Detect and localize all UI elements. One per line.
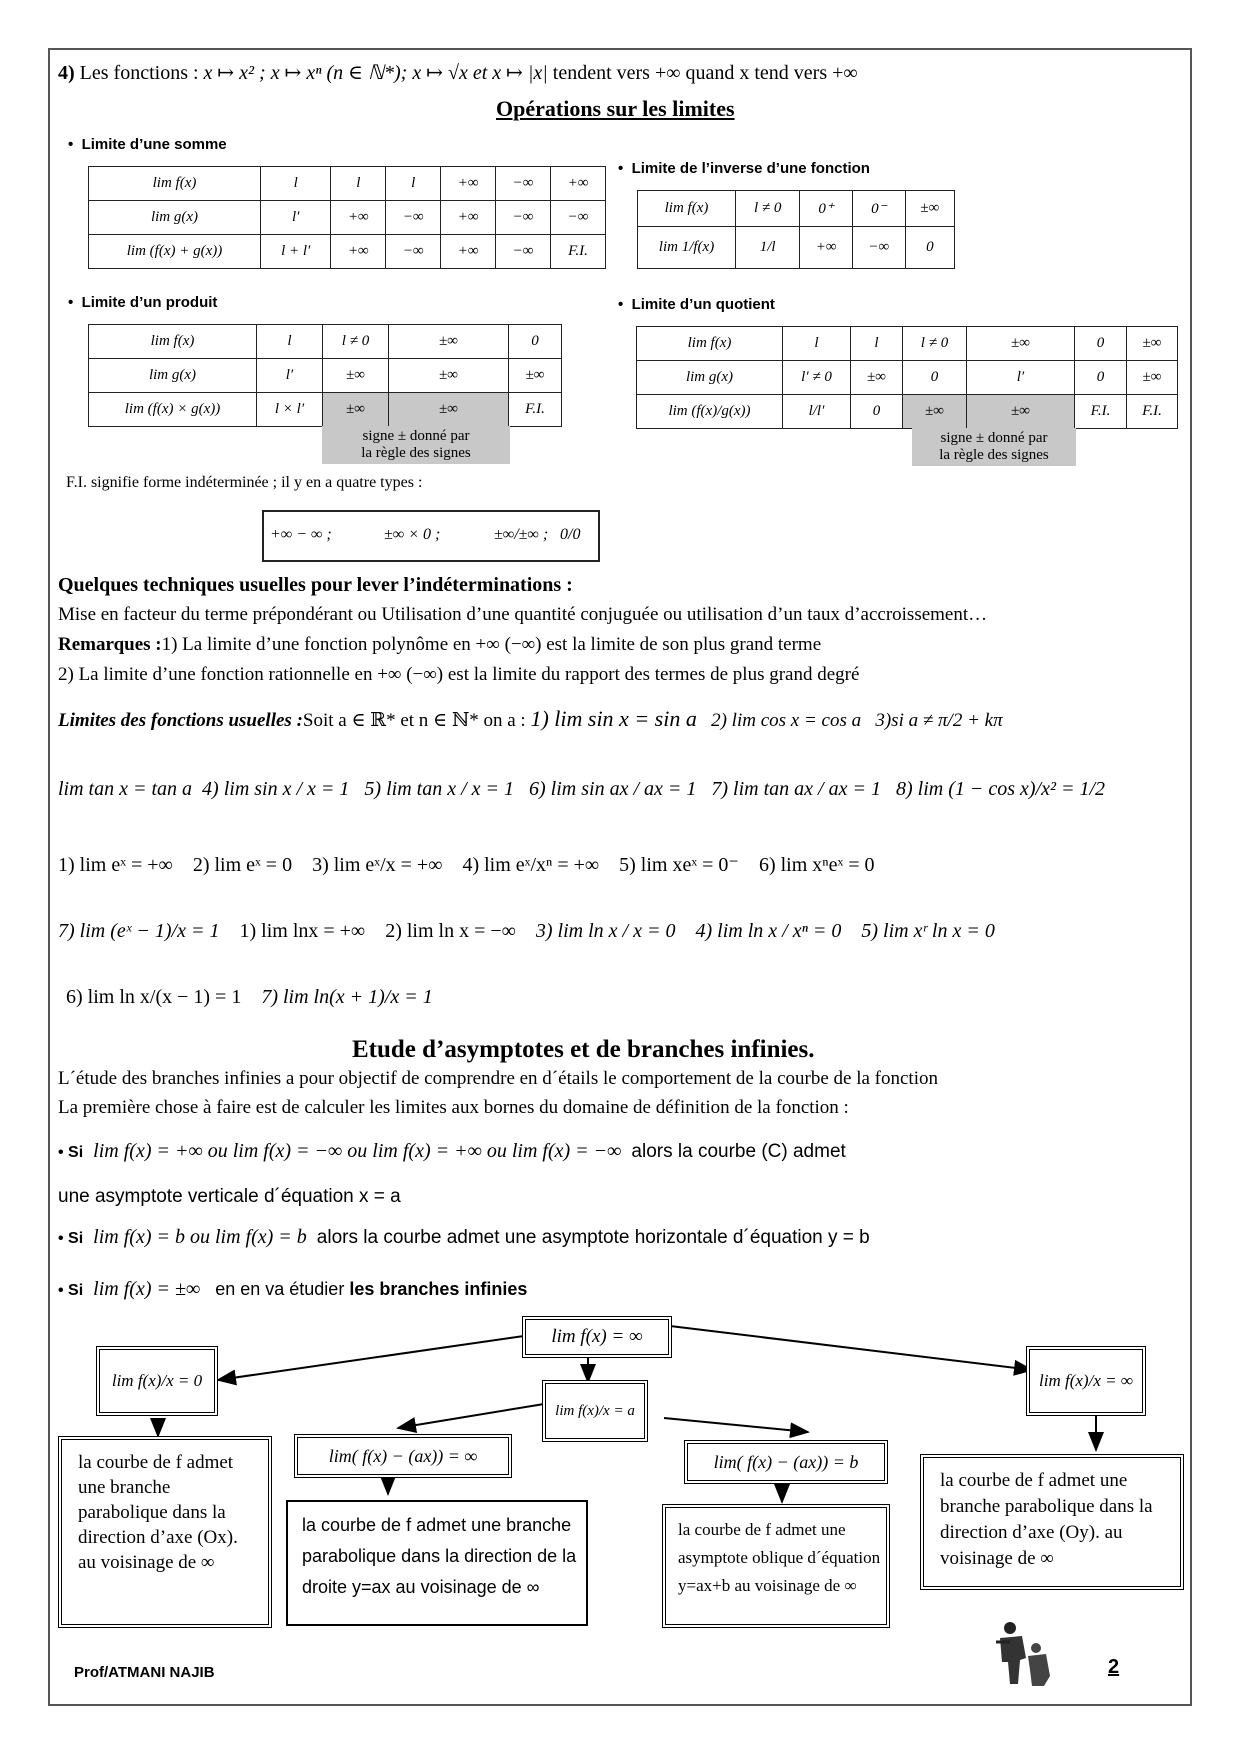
table-cell: lim f(x) [89, 167, 261, 201]
usuelles-limit: lim tan x = tan a [58, 778, 193, 800]
conclusion-box-4 [920, 1454, 1184, 1590]
table-cell: ±∞ [1127, 327, 1178, 361]
table-cell: l′ [967, 361, 1075, 395]
arrow-right [670, 1326, 1032, 1370]
table-cell: 0⁺ [800, 191, 853, 227]
table-cell: −∞ [386, 235, 441, 269]
asym-bullet-1: • Si lim f(x) = +∞ ou lim f(x) = −∞ ou lim f(x) = +∞ ou lim f(x) = −∞ alors la courbe (C) admet [58, 1140, 846, 1162]
table-cell: l [783, 327, 851, 361]
conclusion-text: la courbe de f admet une asymptote oblique d´équation y=ax+b au voisinage de ∞ [678, 1520, 881, 1595]
table-cell: ±∞ [905, 191, 954, 227]
conclusion-box-2 [286, 1500, 588, 1626]
table-cell: ±∞ [389, 325, 509, 359]
footer-author: Prof/ATMANI NAJIB [74, 1664, 215, 1681]
asym-conclusion-bold: les branches infinies [349, 1279, 528, 1299]
table-cell: ±∞ [967, 395, 1075, 429]
table-cell: 0 [903, 361, 967, 395]
page-number: 2 [1108, 1656, 1120, 1678]
usuelles-label: Limites des fonctions usuelles : [58, 710, 303, 731]
fi-type: 0/0 [560, 526, 581, 543]
usuelles-limit: 6) lim ln x/(x − 1) = 1 [66, 986, 242, 1008]
conclusion-box-3 [662, 1504, 890, 1628]
produit-heading-text: Limite d’un produit [81, 294, 218, 311]
arrow-midright [664, 1418, 808, 1432]
table-cell: F.I. [1075, 395, 1127, 429]
inverse-heading-text: Limite de l’inverse d’une fonction [631, 160, 870, 177]
remarks-label: Remarques : [58, 634, 162, 655]
intro-functions: x ↦ x² ; x ↦ xⁿ (n ∈ ℕ*); x ↦ √x et x ↦ |x| [203, 62, 548, 84]
note-line: la règle des signes [939, 447, 1049, 463]
table-cell: lim g(x) [89, 359, 257, 393]
conclusion-box-1 [58, 1436, 272, 1628]
usuelles-limit: 8) lim (1 − cos x)/x² = 1/2 [895, 778, 1106, 800]
note-line: signe ± donné par [362, 428, 470, 444]
table-cell: −∞ [386, 201, 441, 235]
table-cell: F.I. [509, 393, 562, 427]
table-cell: ±∞ [389, 393, 509, 427]
asym-condition: lim f(x) = ±∞ [93, 1278, 201, 1300]
table-cell: lim f(x) [638, 191, 736, 227]
usuelles-limit: 2) lim eˣ = 0 [192, 854, 293, 876]
note-line: la règle des signes [361, 445, 471, 461]
table-cell: 1/l [736, 227, 800, 269]
si-label: Si [68, 1282, 84, 1299]
table-cell: lim g(x) [89, 201, 261, 235]
fi-type: +∞ − ∞ ; [270, 526, 332, 543]
arrow-left [218, 1336, 524, 1380]
conclusion-text: la courbe de f admet une branche parabolique dans la direction d’axe (Ox). au voisinage de ∞ [78, 1452, 238, 1573]
table-cell: lim g(x) [637, 361, 783, 395]
asym-conclusion: alors la courbe (C) admet [631, 1141, 846, 1162]
produit-heading: • Limite d’un produit [68, 294, 218, 311]
table-cell: +∞ [331, 201, 386, 235]
usuelles-limit: 4) lim sin x / x = 1 [202, 778, 350, 800]
table-cell: lim f(x) [637, 327, 783, 361]
table-cell: lim 1/f(x) [638, 227, 736, 269]
asym-paragraph-1: L´étude des branches infinies a pour objectif de comprendre en d´étails le comportement de la courbe de la fonction [58, 1068, 938, 1089]
table-cell: lim f(x) [89, 325, 257, 359]
asym-conclusion: en en va étudier [215, 1279, 350, 1299]
table-cell: −∞ [852, 227, 905, 269]
table-cell: ±∞ [967, 327, 1075, 361]
table-cell: F.I. [551, 235, 606, 269]
usuelles-limit: 1) lim sin x = sin a [530, 706, 697, 731]
usuelles-limit: 4) lim eˣ/xⁿ = +∞ [462, 854, 600, 876]
usuelles-limit: 6) lim sin ax / ax = 1 [529, 778, 697, 800]
somme-heading: • Limite d’une somme [68, 136, 227, 153]
table-cell: ±∞ [851, 361, 903, 395]
asym-condition: lim f(x) = b ou lim f(x) = b [93, 1226, 307, 1248]
table-cell: lim (f(x) × g(x)) [89, 393, 257, 427]
fi-type: ±∞ × 0 ; [384, 526, 441, 543]
table-cell: ±∞ [389, 359, 509, 393]
intro-tail: tendent vers +∞ quand x tend vers +∞ [552, 62, 858, 84]
table-cell: l + l′ [261, 235, 331, 269]
table-cell: lim (f(x) + g(x)) [89, 235, 261, 269]
operations-title: Opérations sur les limites [496, 96, 735, 121]
usuelles-limit: 3) lim ln x / x = 0 [535, 920, 676, 942]
diagram-left: lim f(x)/x = 0 [96, 1346, 218, 1416]
conclusion-text: la courbe de f admet une branche parabolique dans la direction d’axe (Oy). au voisinage de ∞ [940, 1470, 1153, 1569]
usuelles-limit: 7) lim tan ax / ax = 1 [711, 778, 881, 800]
table-cell: l [261, 167, 331, 201]
table-cell: l [257, 325, 323, 359]
si-label: Si [68, 1230, 84, 1247]
usuelles-limit: 5) lim xʳ ln x = 0 [861, 920, 995, 942]
usuelles-limit: 1) lim eˣ = +∞ [58, 854, 173, 876]
usuelles-limit: 2) lim cos x = cos a [711, 710, 862, 731]
diagram-top: lim f(x) = ∞ [522, 1316, 672, 1358]
diagram-midright: lim( f(x) − (ax)) = b [684, 1440, 888, 1484]
table-cell: l′ [257, 359, 323, 393]
table-cell: l′ ≠ 0 [783, 361, 851, 395]
table-cell: +∞ [331, 235, 386, 269]
asym-bullet-2: • Si lim f(x) = b ou lim f(x) = b alors la courbe admet une asymptote horizontale d´équation y = b [58, 1226, 870, 1248]
somme-heading-text: Limite d’une somme [81, 136, 227, 153]
table-cell: lim (f(x)/g(x)) [637, 395, 783, 429]
quotient-heading: • Limite d’un quotient [618, 296, 775, 313]
table-cell: −∞ [496, 201, 551, 235]
table-cell: ±∞ [323, 393, 389, 427]
asym-conclusion: alors la courbe admet une asymptote horizontale d´équation y = b [316, 1227, 870, 1248]
usuelles-intro: Soit a ∈ ℝ* et n ∈ ℕ* on a : [302, 710, 526, 731]
table-cell: l [851, 327, 903, 361]
inverse-heading: • Limite de l’inverse d’une fonction [618, 160, 870, 177]
asym-condition: lim f(x) = +∞ ou lim f(x) = −∞ ou lim f(x) = +∞ ou lim f(x) = −∞ [93, 1140, 622, 1162]
table-cell: +∞ [800, 227, 853, 269]
usuelles-limit: 5) lim tan x / x = 1 [364, 778, 515, 800]
table-cell: 0 [851, 395, 903, 429]
table-cell: 0 [905, 227, 954, 269]
table-cell: l × l′ [257, 393, 323, 427]
techniques-title: Quelques techniques usuelles pour lever l’indéterminations : [58, 574, 573, 596]
conclusion-text: la courbe de f admet une branche parabolique dans la direction de la droite y=ax au voisinage de ∞ [302, 1515, 577, 1597]
table-cell: l′ [261, 201, 331, 235]
diagram-midleft: lim( f(x) − (ax)) = ∞ [294, 1434, 512, 1478]
table-cell: 0 [1075, 327, 1127, 361]
fi-type: ±∞/±∞ ; [494, 526, 549, 543]
table-cell: F.I. [1127, 395, 1178, 429]
table-cell: l [386, 167, 441, 201]
usuelles-limit: 1) lim lnx = +∞ [239, 920, 366, 942]
intro-text: Les fonctions : [79, 62, 199, 84]
table-cell: l ≠ 0 [903, 327, 967, 361]
table-cell: l [331, 167, 386, 201]
asym-bullet-3: • Si lim f(x) = ±∞ en en va étudier les branches infinies [58, 1278, 528, 1300]
asym-paragraph-2: La première chose à faire est de calculer les limites aux bornes du domaine de définition de la fonction : [58, 1097, 849, 1118]
table-cell: l ≠ 0 [736, 191, 800, 227]
table-cell: 0 [1075, 361, 1127, 395]
intro-number: 4) [58, 62, 75, 84]
table-cell: −∞ [496, 235, 551, 269]
usuelles-limit: 3)si a ≠ π/2 + kπ [875, 710, 1003, 731]
table-cell: +∞ [551, 167, 606, 201]
table-cell: +∞ [441, 167, 496, 201]
table-cell: ±∞ [1127, 361, 1178, 395]
table-cell: ±∞ [903, 395, 967, 429]
teacher-student-icon [992, 1618, 1056, 1690]
usuelles-limit: 7) lim (eˣ − 1)/x = 1 [58, 920, 220, 942]
asym-bullet-1-line-2: une asymptote verticale d´équation x = a [58, 1186, 401, 1207]
table-cell: l/l′ [783, 395, 851, 429]
si-label: Si [68, 1144, 84, 1161]
fi-text: F.I. signifie forme indéterminée ; il y en a quatre types : [66, 474, 423, 491]
table-cell: +∞ [441, 201, 496, 235]
usuelles-limit: 6) lim xⁿeˣ = 0 [758, 854, 875, 876]
usuelles-limit: 5) lim xeˣ = 0⁻ [619, 854, 739, 876]
usuelles-limit: 4) lim ln x / xⁿ = 0 [695, 920, 842, 942]
table-cell: ±∞ [509, 359, 562, 393]
usuelles-limit: 7) lim ln(x + 1)/x = 1 [261, 986, 433, 1008]
table-cell: +∞ [441, 235, 496, 269]
remark-2: 2) La limite d’une fonction rationnelle en +∞ (−∞) est la limite du rapport des termes de plus grand degré [58, 664, 860, 685]
note-line: signe ± donné par [940, 430, 1048, 446]
table-cell: 0⁻ [852, 191, 905, 227]
diagram-mid: lim f(x)/x = a [542, 1380, 648, 1442]
quotient-heading-text: Limite d’un quotient [631, 296, 775, 313]
usuelles-limit: 2) lim ln x = −∞ [385, 920, 516, 942]
table-cell: l ≠ 0 [323, 325, 389, 359]
arrow-midleft [398, 1404, 544, 1428]
table-cell: −∞ [551, 201, 606, 235]
techniques-line: Mise en facteur du terme prépondérant ou Utilisation d’une quantité conjuguée ou utilisation d’un taux d’accroissement… [58, 604, 988, 625]
table-cell: −∞ [496, 167, 551, 201]
table-cell: ±∞ [323, 359, 389, 393]
remark-1-text: 1) La limite d’une fonction polynôme en +∞ (−∞) est la limite de son plus grand terme [161, 634, 822, 655]
diagram-right: lim f(x)/x = ∞ [1026, 1346, 1146, 1416]
table-cell: 0 [509, 325, 562, 359]
usuelles-limit: 3) lim eˣ/x = +∞ [312, 854, 443, 876]
asymptotes-title: Etude d’asymptotes et de branches infinies. [352, 1036, 815, 1063]
